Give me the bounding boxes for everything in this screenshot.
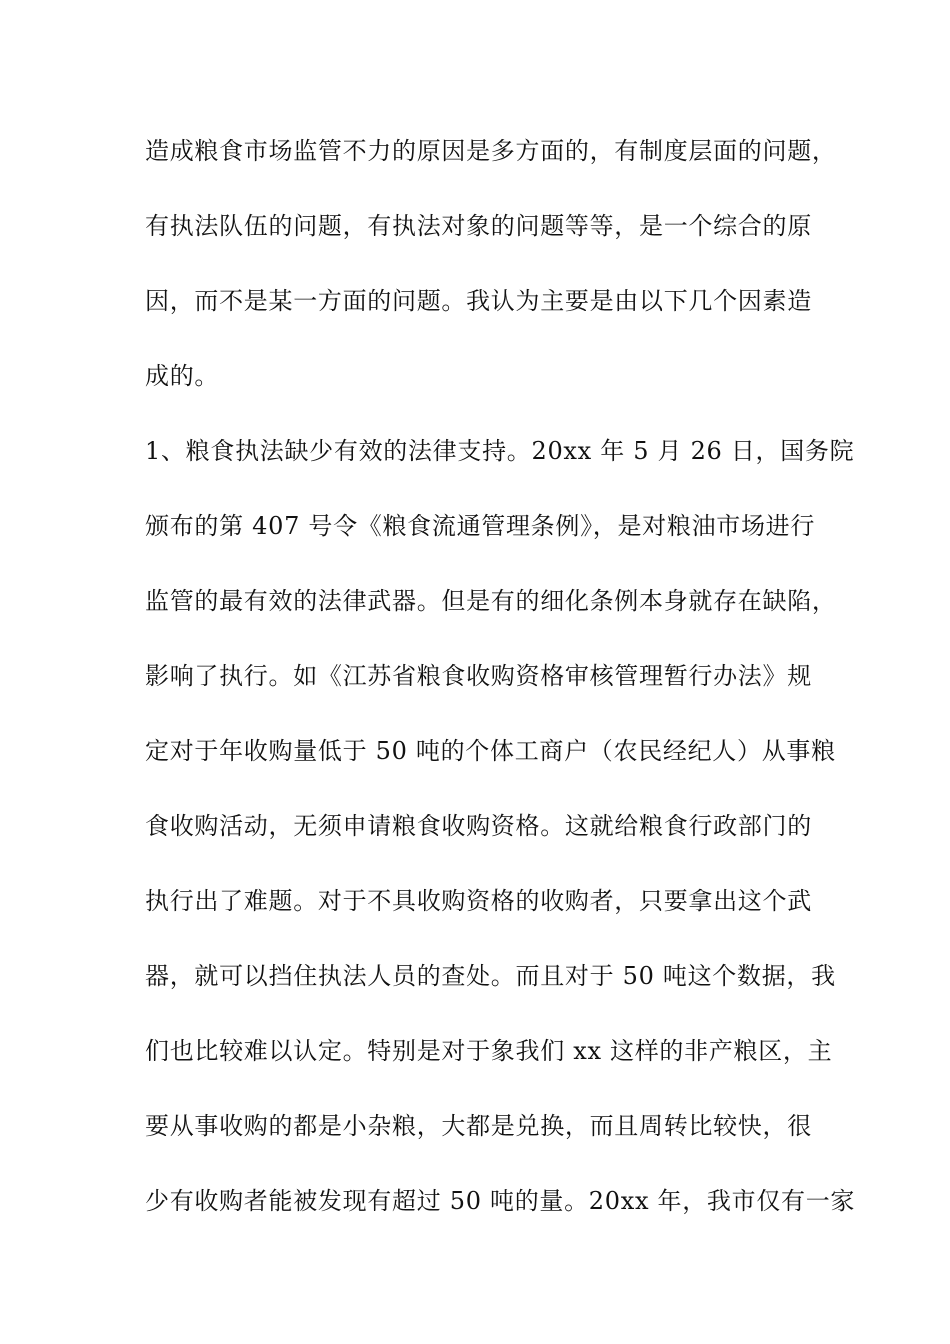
paragraph-line: 少有收购者能被发现有超过 50 吨的量。20xx 年，我市仅有一家 <box>145 1187 856 1215</box>
paragraph-line: 器，就可以挡住执法人员的查处。而且对于 50 吨这个数据，我 <box>145 962 836 990</box>
paragraph-line: 监管的最有效的法律武器。但是有的细化条例本身就存在缺陷， <box>145 587 837 615</box>
paragraph-line: 有执法队伍的问题，有执法对象的问题等等，是一个综合的原 <box>145 212 812 240</box>
paragraph-line: 食收购活动，无须申请粮食收购资格。这就给粮食行政部门的 <box>145 812 812 840</box>
paragraph-line: 颁布的第 407 号令《粮食流通管理条例》，是对粮油市场进行 <box>145 512 816 540</box>
paragraph-line: 定对于年收购量低于 50 吨的个体工商户（农民经纪人）从事粮 <box>145 737 836 765</box>
paragraph-line: 造成粮食市场监管不力的原因是多方面的，有制度层面的问题， <box>145 137 837 165</box>
paragraph-line: 1、粮食执法缺少有效的法律支持。20xx 年 5 月 26 日，国务院 <box>145 437 855 465</box>
paragraph-line: 成的。 <box>145 362 220 390</box>
paragraph-line: 影响了执行。如《江苏省粮食收购资格审核管理暂行办法》规 <box>145 662 812 690</box>
paragraph-line: 执行出了难题。对于不具收购资格的收购者，只要拿出这个武 <box>145 887 812 915</box>
paragraph-line: 们也比较难以认定。特别是对于象我们 xx 这样的非产粮区，主 <box>145 1037 833 1065</box>
paragraph-line: 因，而不是某一方面的问题。我认为主要是由以下几个因素造 <box>145 287 812 315</box>
paragraph-line: 要从事收购的都是小杂粮，大都是兑换，而且周转比较快，很 <box>145 1112 812 1140</box>
